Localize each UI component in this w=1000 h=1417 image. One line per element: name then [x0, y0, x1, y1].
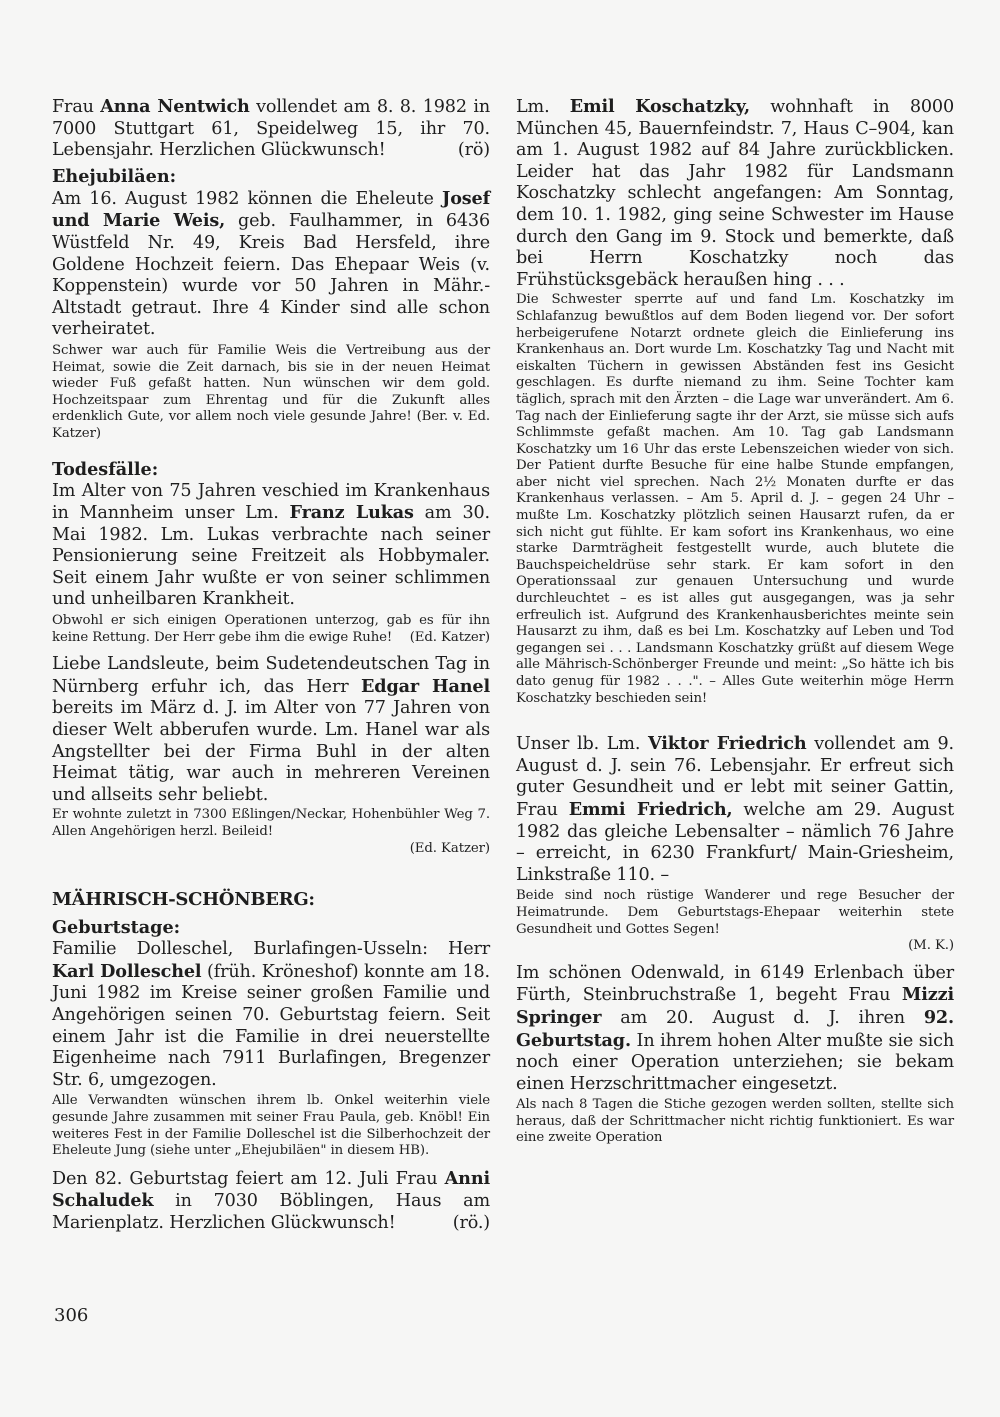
section-heading-ehejubilaeen: Ehejubiläen:	[52, 165, 177, 187]
text: wohnhaft in 8000 München 45, Bauernfeindstr. 7, Haus C–904, kan am 1. August 1982 auf 84 Jahre zurückblicken. Leider hat das Jahr 1982 für Landsmann Koschatzky schlecht angefangen: Am Sonntag, dem 10. 1. 1982, ging seine Schwester im Hause durch den Gang im 9. Stock und bemerkte, daß bei Herrn Koschatzky noch das Frühstücksgebäck heraußen hing . . .	[516, 97, 954, 290]
article-schaludek	[52, 1168, 490, 1235]
article-weis-small: Schwer war auch für Familie Weis die Vertreibung aus der Heimat, sowie die Zeit darnach, bis sie in der neuen Heimat wieder Fuß gefaßt hatten. Nun wünschen wir dem gold. Hochzeitspaar zum Ehrentag und für die Zukunft alles erdenklich Gute, vor allem noch viele gesunde Jahre! (Ber. v. Ed. Katzer)	[52, 342, 490, 441]
text: In ihrem hohen Alter mußte sie sich noch einer Operation unterziehen; sie bekam einen Herzschrittmacher eingesetzt.	[516, 1030, 954, 1094]
text: Liebe Landsleute, beim Sudetendeutschen Tag in Nürnberg erfuhr ich, das Herr	[52, 654, 490, 697]
person-name: Mizzi Springer	[516, 984, 954, 1028]
text: Den 82. Geburtstag feiert am 12. Juli Frau	[52, 1168, 445, 1189]
signature: (M. K.)	[908, 938, 954, 954]
section-heading-geburtstage: Geburtstage:	[52, 917, 181, 939]
text: geb. Faulhammer, in 6436 Wüstfeld Nr. 49, Kreis Bad Hersfeld, ihre Goldene Hochzeit feiern. Das Ehepaar Weis (v. Koppenstein) wurde vor 50 Jahren in Mähr.-Altstadt getraut. Ihre 4 Kinder sind alle schon verheiratet.	[52, 211, 490, 340]
text: Obwohl er sich einigen Operationen unterzog, gab es für ihn keine Rettung. Der Herr gebe ihm die ewige Ruhe!	[52, 613, 490, 645]
article-koschatzky	[516, 96, 954, 291]
person-name: Franz Lukas	[289, 502, 414, 524]
article-lukas	[52, 481, 490, 612]
text: Unser lb. Lm.	[516, 734, 649, 755]
article-nentwich	[52, 96, 490, 162]
article-koschatzky-small: Die Schwester sperrte auf und fand Lm. Koschatzky im Schlafanzug bewußtlos auf dem Boden liegend vor. Der sofort herbeigerufene Notarzt ordnete gleich die Einlieferung ins Krankenhaus an. Dort wurde Lm. Koschatzky Tag und Nacht mit eiskalten Tüchern in gewissen Abständen fest ins Gesicht geschlagen. Es durfte niemand zu ihm. Seine Tochter kam täglich, sprach mit den Ärzten – die Lage war unverändert. Am 6. Tag nach der Einlieferung sagte ihr der Arzt, sie müsse sich aufs Schlimmste gefaßt machen. Am 10. Tag gab Landsmann Koschatzky um 16 Uhr das erste Lebenszeichen wieder von sich. Der Patient durfte Besuche für eine halbe Stunde empfangen, aber nicht viel sprechen. Nach 2½ Monaten durfte er das Krankenhaus verlassen. – Am 5. April d. J. – gegen 24 Uhr – mußte Lm. Koschatzky plötzlich seinen Hausarzt rufen, da er sich nicht gut fühlte. Er kam sofort ins Krankenhaus, wo eine starke Darmträgheit festgestellt wurde, auch blutete die Bauchspeicheldrüse sehr stark. Er kam sofort in den Operationssaal zur genauen Untersuchung und wurde durchleuchtet – es ist alles gut ausgegangen, was ja sehr erfreulich ist. Aufgrund des Krankenhausberichtes meinte sein Hausarzt zu ihm, daß es bei Lm. Koschatzky auf Leben und Tod gegangen sei . . . Landsmann Koschatzky grüßt auf diesem Wege alle Mährisch-Schönberger Freunde und meint: „So hätte ich bis dato genug für 1982 . . .". – Alles Gute weiterhin möge Herrn Koschatzky beschieden sein!	[516, 292, 954, 706]
text: in 7030 Böblingen, Haus am Marienplatz. Herzlichen Glückwunsch!	[52, 1191, 490, 1233]
text: am 30. Mai 1982. Lm. Lukas verbrachte nach seiner Pensionierung seine Freitzeit als Hobbymaler. Seit einem Jahr wußte er von seiner schlimmen und unheilbaren Krankheit.	[52, 503, 490, 610]
signature: (rö)	[457, 140, 490, 161]
text: Beide sind noch rüstige Wanderer und rege Besucher der Heimatrunde. Dem Geburtstags-Ehepaar weiterhin stete Gesundheit und Gottes Segen!	[516, 888, 954, 937]
region-heading: MÄHRISCH-SCHÖNBERG:	[52, 889, 315, 911]
text: (früh. Kröneshof) konnte am 18. Juni 1982 im Kreise seiner großen Familie und Angehörigen seinen 70. Geburtstag feiern. Seit einem Jahr ist die Familie in drei neuerstellte Eigenheime nach 7911 Burlafingen, Bregenzer Str. 6, umgezogen.	[52, 961, 490, 1090]
article-lukas-small	[52, 613, 490, 646]
left-column	[52, 96, 490, 1235]
signature: (Ed. Katzer)	[409, 629, 490, 645]
person-name: Anna Nentwich	[100, 96, 250, 117]
person-name: Edgar Hanel	[361, 675, 490, 697]
person-name: Emmi Friedrich,	[568, 798, 733, 820]
person-name: Viktor Friedrich	[648, 733, 807, 755]
text: Am 16. August 1982 können die Eheleute	[52, 188, 443, 209]
article-friedrich-small	[516, 888, 954, 954]
text: Lm.	[516, 97, 570, 117]
article-weis	[52, 188, 490, 341]
text: bereits im März d. J. im Alter von 77 Jahren von dieser Welt abberufen wurde. Lm. Hanel war als Angstellter bei der Firma Buhl in der alten Heimat tätig, war auch in mehreren Vereinen und allseits sehr beliebt.	[52, 698, 490, 805]
article-dolleschel-small: Alle Verwandten wünschen ihrem lb. Onkel weiterhin viele gesunde Jahre zusammen mit seiner Frau Paula, geb. Knöbl! Ein weiteres Fest in der Familie Dolleschel ist die Silberhochzeit der Eheleute Jung (siehe unter „Ehejubiläen" in diesem HB).	[52, 1093, 490, 1159]
right-column	[516, 96, 954, 1147]
text: Er wohnte zuletzt in 7300 Eßlingen/Neckar, Hohenbühler Weg 7. Allen Angehörigen herzl. Beileid!	[52, 807, 490, 839]
article-friedrich	[516, 733, 954, 886]
signature: (rö.)	[452, 1212, 490, 1233]
article-hanel-small	[52, 807, 490, 857]
person-name: Emil Koschatzky,	[569, 96, 751, 117]
person-name: Anni Schaludek	[52, 1167, 490, 1212]
text: vollendet am 8. 8. 1982 in 7000 Stuttgart 61, Speidelweg 15, ihr 70. Lebensjahr. Herzlichen Glückwunsch!	[52, 97, 490, 161]
emphasis: 92. Geburtstag.	[516, 1006, 954, 1051]
person-name: Karl Dolleschel	[52, 960, 202, 982]
article-hanel	[52, 654, 490, 806]
text: Frau	[52, 97, 101, 117]
page-number: 306	[54, 1305, 89, 1326]
text: Im schönen Odenwald, in 6149 Erlenbach über Fürth, Steinbruchstraße 1, begeht Frau	[516, 962, 954, 1006]
text: am 20. August d. J. ihren	[601, 1007, 924, 1028]
article-springer-small: Als nach 8 Tagen die Stiche gezogen werden sollten, stellte sich heraus, daß der Schrittmacher nicht richtig funktioniert. Es war eine zweite Operation	[516, 1097, 954, 1146]
text: Familie Dolleschel, Burlafingen-Usseln: Herr	[52, 939, 490, 960]
article-springer	[516, 963, 954, 1096]
section-heading-todesfaelle: Todesfälle:	[52, 458, 159, 480]
article-dolleschel	[52, 939, 490, 1091]
text: Im Alter von 75 Jahren veschied im Krankenhaus in Mannheim unser Lm.	[52, 480, 490, 524]
text: welche am 29. August 1982 das gleiche Lebensalter – nämlich 76 Jahre – erreicht, in 6230 Frankfurt/ Main-Griesheim, Linkstraße 110. –	[516, 799, 955, 885]
person-name: Josef und Marie Weis,	[52, 187, 490, 232]
text: vollendet am 9. August d. J. sein 76. Lebensjahr. Er erfreut sich guter Gesundheit und er lebt mit seiner Gattin, Frau	[516, 734, 954, 820]
signature: (Ed. Katzer)	[409, 840, 490, 856]
